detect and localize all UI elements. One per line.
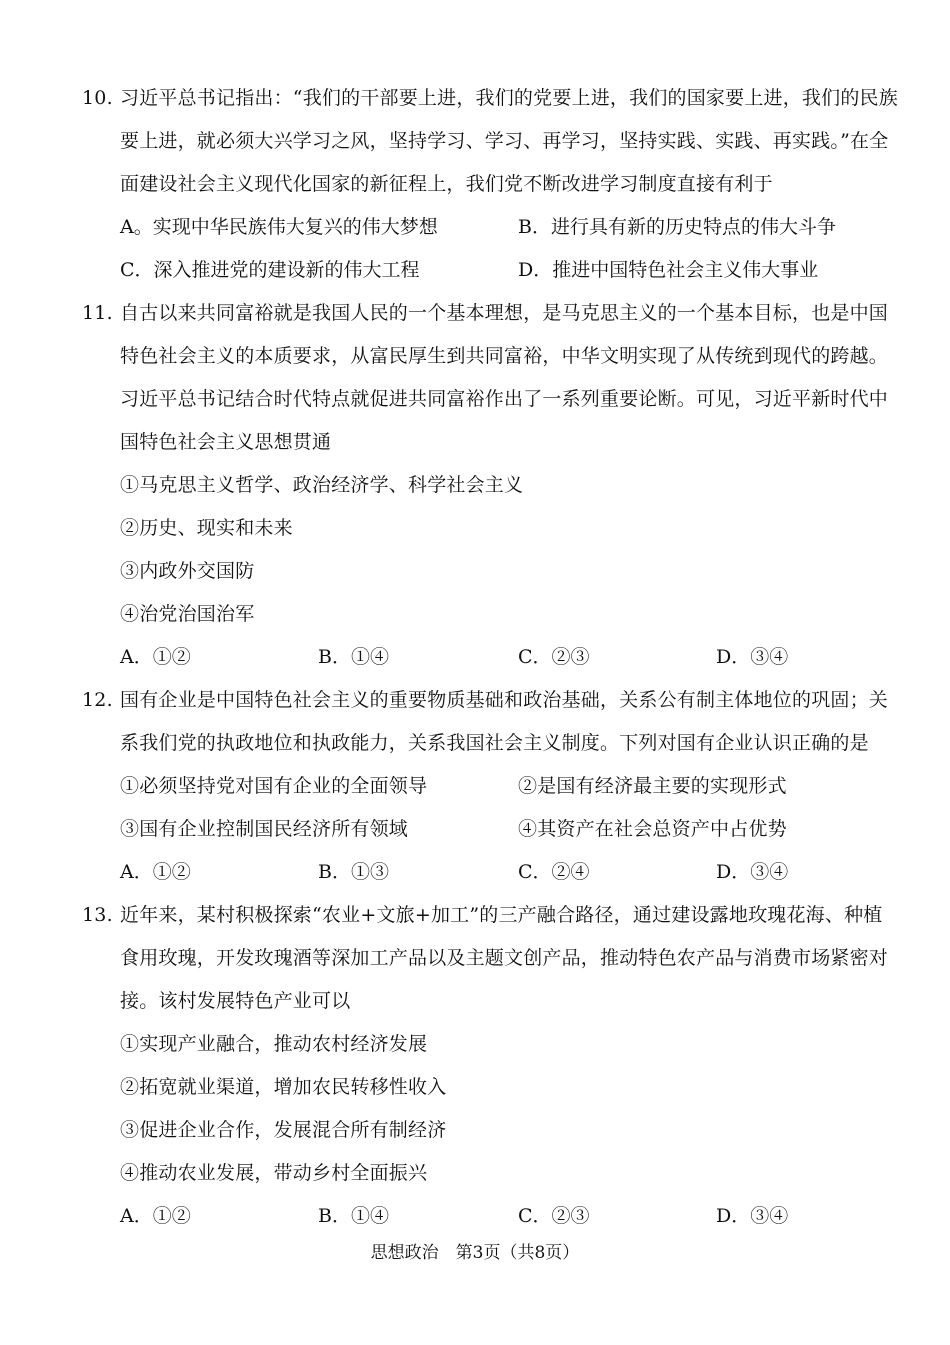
question-text-line: 食用玫瑰，开发玫瑰酒等深加工产品以及主题文创产品，推动特色农产品与消费市场紧密对: [120, 947, 889, 969]
option-c: C．②③: [518, 646, 590, 668]
option-c: C．深入推进党的建设新的伟大工程: [120, 259, 420, 281]
statement-item: ③国有企业控制国民经济所有领域: [120, 818, 409, 840]
statement-item: ②拓宽就业渠道，增加农民转移性收入: [120, 1076, 447, 1098]
question-number: 13.: [82, 904, 113, 926]
question-text-line: 国有企业是中国特色社会主义的重要物质基础和政治基础，关系公有制主体地位的巩固；关: [120, 689, 889, 711]
statement-item: ①马克思主义哲学、政治经济学、科学社会主义: [120, 474, 524, 496]
option-b: B．进行具有新的历史特点的伟大斗争: [518, 216, 836, 238]
question-text-line: 接。该村发展特色产业可以: [120, 990, 351, 1012]
option-d: D．推进中国特色社会主义伟大事业: [518, 259, 819, 281]
statement-item: ③内政外交国防: [120, 560, 255, 582]
statement-item: ②是国有经济最主要的实现形式: [518, 775, 787, 797]
option-a: A．①②: [120, 1205, 191, 1227]
question-text-line: 系我们党的执政地位和执政能力，关系我国社会主义制度。下列对国有企业认识正确的是: [120, 732, 869, 754]
option-a: A。实现中华民族伟大复兴的伟大梦想: [120, 216, 438, 238]
statement-item: ①实现产业融合，推动农村经济发展: [120, 1033, 428, 1055]
option-d: D．③④: [716, 861, 789, 883]
question-number: 11.: [82, 302, 113, 324]
question-text-line: 面建设社会主义现代化国家的新征程上，我们党不断改进学习制度直接有利于: [120, 173, 773, 195]
question-text-line: 自古以来共同富裕就是我国人民的一个基本理想，是马克思主义的一个基本目标，也是中国: [120, 302, 889, 324]
statement-item: ②历史、现实和未来: [120, 517, 293, 539]
question-number: 10.: [82, 87, 113, 109]
statement-item: ④治党治国治军: [120, 603, 255, 625]
question-number: 12.: [82, 689, 113, 711]
option-a: A．①②: [120, 861, 191, 883]
statement-item: ①必须坚持党对国有企业的全面领导: [120, 775, 428, 797]
question-text-line: 要上进，就必须大兴学习之风，坚持学习、学习、再学习，坚持实践、实践、再实践。”在全: [120, 130, 889, 152]
option-d: D．③④: [716, 646, 789, 668]
question-text-line: 特色社会主义的本质要求，从富民厚生到共同富裕，中华文明实现了从传统到现代的跨越。: [120, 345, 889, 367]
statement-item: ④其资产在社会总资产中占优势: [518, 818, 787, 840]
option-c: C．②④: [518, 861, 590, 883]
statement-item: ④推动农业发展，带动乡村全面振兴: [120, 1162, 428, 1184]
question-text-line: 习近平总书记结合时代特点就促进共同富裕作出了一系列重要论断。可见，习近平新时代中: [120, 388, 889, 410]
option-c: C．②③: [518, 1205, 590, 1227]
page-footer: 思想政治 第3页（共8页）: [370, 1243, 580, 1263]
question-text-line: 习近平总书记指出：“我们的干部要上进，我们的党要上进，我们的国家要上进，我们的民族: [120, 87, 898, 109]
option-a: A．①②: [120, 646, 191, 668]
question-text-line: 国特色社会主义思想贯通: [120, 431, 332, 453]
option-b: B．①③: [318, 861, 389, 883]
question-text-line: 近年来，某村积极探索“农业+文旅+加工”的三产融合路径，通过建设露地玫瑰花海、种植: [120, 904, 883, 926]
statement-item: ③促进企业合作，发展混合所有制经济: [120, 1119, 447, 1141]
option-b: B．①④: [318, 646, 389, 668]
option-b: B．①④: [318, 1205, 389, 1227]
option-d: D．③④: [716, 1205, 789, 1227]
